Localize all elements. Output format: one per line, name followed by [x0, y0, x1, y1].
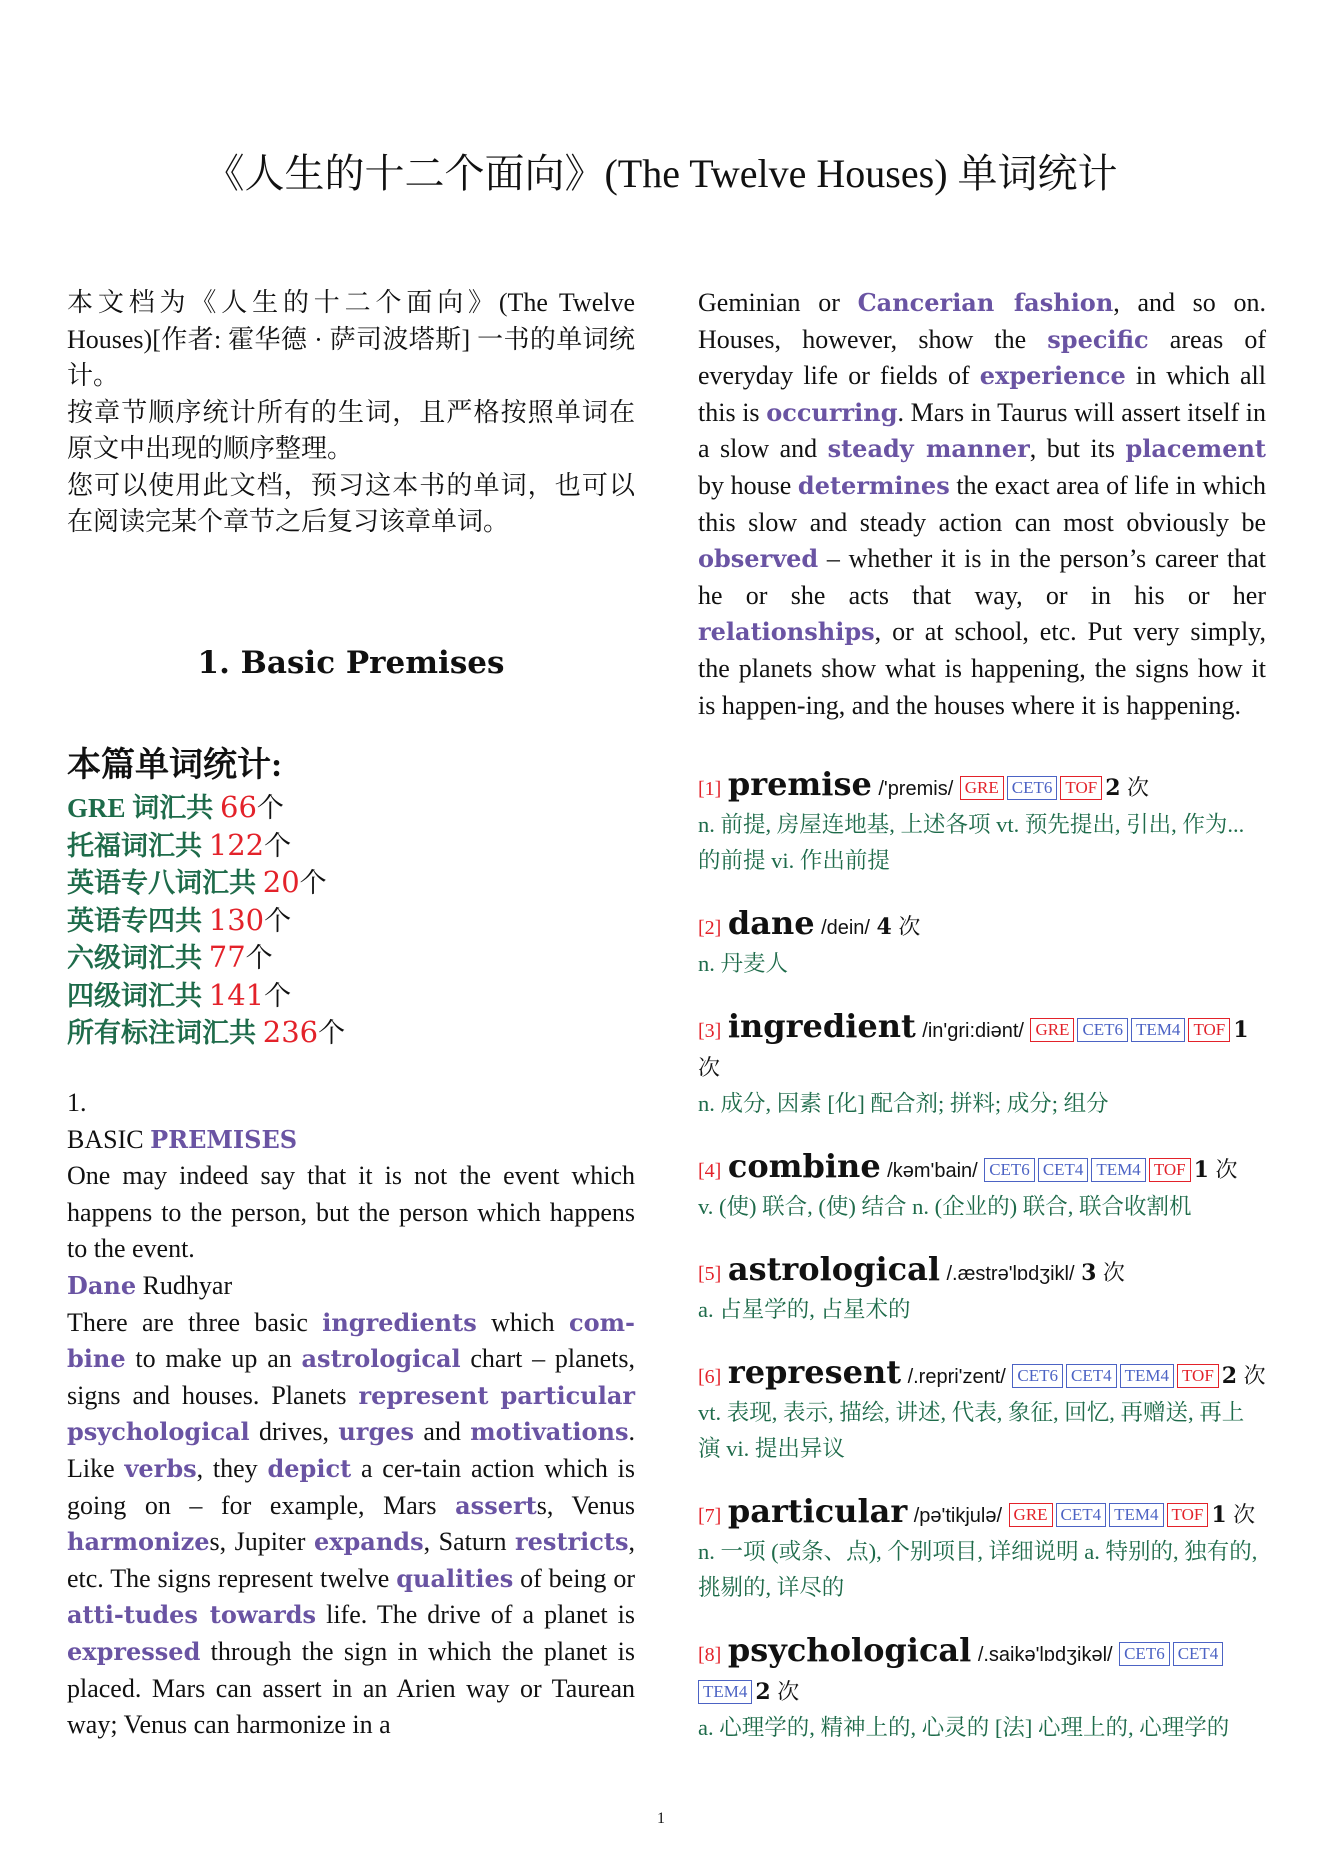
text-run: , or at school, etc. Put very simply, the planets show what is happening, the signs how it is happen-ing, and the houses where it is happening.: [698, 617, 1266, 720]
entry-word: premise: [727, 765, 872, 804]
stat-count: 66: [220, 790, 257, 824]
entry-definition: a. 心理学的, 精神上的, 心灵的 [法] 心理上的, 心理学的: [698, 1715, 1230, 1741]
entry-phonetic: /dein/: [821, 917, 870, 940]
keyword: Cancerian fashion: [857, 288, 1114, 317]
vocab-entry: [698, 1354, 1266, 1467]
keyword: assert: [455, 1490, 537, 1520]
keyword: steady manner: [827, 434, 1030, 464]
entry-definition: n. 一项 (或条、点), 个别项目, 详细说明 a. 特别的, 独有的, 挑剔的, 详尽的: [698, 1539, 1258, 1601]
entry-count: 4: [876, 914, 892, 941]
text-run: drives,: [249, 1417, 339, 1447]
stat-label: 托福词汇共: [67, 830, 209, 861]
text-run: Geminian or: [698, 288, 858, 317]
entry-word: psychological: [727, 1631, 972, 1670]
exam-tag: TOF: [1167, 1503, 1209, 1527]
keyword: observed: [698, 544, 819, 574]
exam-tag: CET4: [1056, 1503, 1107, 1527]
entry-index: [5]: [698, 1263, 722, 1286]
entry-times-label: 次: [1127, 775, 1150, 801]
body-paragraph: [698, 285, 1266, 724]
exam-tag: TOF: [1060, 776, 1102, 800]
entry-head: [698, 1632, 1266, 1710]
entry-definition: n. 成分, 因素 [化] 配合剂; 拼料; 成分; 组分: [698, 1091, 1109, 1117]
entry-phonetic: /'premis/: [878, 778, 954, 801]
entry-word: astrological: [727, 1250, 940, 1289]
text-run: which: [476, 1307, 570, 1337]
keyword: com-bine: [67, 1307, 635, 1374]
stat-row: [67, 1014, 635, 1052]
text-run: s, Jupiter: [209, 1527, 314, 1557]
stat-row: [67, 977, 635, 1015]
stat-count: 77: [208, 940, 246, 974]
text-run: , etc. The signs represent twelve: [67, 1527, 635, 1593]
exam-tag: CET6: [1119, 1642, 1170, 1666]
keyword: experience: [979, 361, 1126, 391]
stat-unit: 个: [318, 1018, 346, 1048]
entry-phonetic: /.saikə'lɒdʒikəl/: [977, 1644, 1113, 1667]
entry-phonetic: /kəm'bain/: [887, 1160, 978, 1183]
exam-tag: CET6: [984, 1158, 1035, 1182]
entry-count: 1: [1233, 1017, 1249, 1044]
exam-tag: GRE: [1030, 1018, 1074, 1042]
stat-label: GRE 词汇共: [67, 793, 221, 823]
intro-paragraph: 按章节顺序统计所有的生词，且严格按照单词在原文中出现的顺序整理。: [67, 397, 635, 463]
entry-count: 1: [1211, 1502, 1227, 1529]
stat-count: 20: [262, 865, 300, 899]
entry-times-label: 次: [1233, 1502, 1256, 1528]
keyword: particular psychological: [67, 1380, 636, 1447]
exam-tag: TEM4: [1131, 1018, 1185, 1042]
stat-count: 130: [208, 902, 265, 937]
entry-phonetic: /pə'tikjulə/: [913, 1505, 1003, 1528]
text-run: s, Venus: [536, 1490, 636, 1520]
stat-unit: 个: [264, 980, 292, 1011]
entry-times-label: 次: [1243, 1363, 1266, 1389]
left-column: [67, 285, 636, 1740]
exam-tag: GRE: [960, 776, 1004, 800]
entry-word: dane: [727, 904, 815, 943]
entry-phonetic: /.æstrə'lɒdʒikl/: [946, 1263, 1075, 1286]
stat-count: 141: [208, 977, 265, 1012]
vocab-entry: [698, 1008, 1266, 1122]
entry-head: [698, 766, 1266, 807]
text-run: life. The drive of a planet is: [316, 1600, 635, 1630]
exam-tag: TEM4: [1109, 1503, 1163, 1527]
entry-count: 2: [1105, 775, 1121, 802]
keyword: harmonize: [67, 1527, 210, 1557]
keyword: placement: [1125, 434, 1266, 464]
entry-index: [2]: [698, 917, 722, 940]
vocab-stats: [67, 745, 635, 1052]
chapter-heading: 1. Basic Premises: [197, 645, 505, 681]
keyword: PREMISES: [150, 1124, 298, 1154]
entry-head: [698, 1354, 1266, 1395]
stat-label: 英语专四共: [67, 905, 209, 936]
exam-tag: TEM4: [1091, 1158, 1145, 1182]
stat-label: 英语专八词汇共: [67, 868, 263, 898]
vocab-entry: [698, 1251, 1266, 1328]
document-title: 《人生的十二个面向》(The Twelve Houses) 单词统计: [204, 151, 1118, 196]
keyword: atti-tudes towards: [67, 1600, 317, 1630]
vocab-entries: [698, 766, 1266, 1746]
text-run: , Saturn: [423, 1527, 516, 1557]
exam-tag: CET4: [1066, 1364, 1117, 1388]
exam-tag: CET4: [1038, 1158, 1089, 1182]
entry-phonetic: /in'gri:diənt/: [922, 1020, 1024, 1043]
entry-times-label: 次: [1102, 1260, 1125, 1286]
text-run: and: [414, 1417, 471, 1447]
keyword: Dane: [67, 1270, 137, 1300]
entry-head: [698, 1493, 1266, 1534]
exam-tag: GRE: [1009, 1503, 1053, 1527]
entry-head: [698, 1148, 1266, 1189]
keyword: qualities: [396, 1563, 514, 1593]
entry-count: 2: [755, 1679, 771, 1706]
entry-index: [3]: [698, 1020, 722, 1043]
text-run: a cer-tain action which is going on – for example, Mars: [67, 1453, 636, 1520]
entry-word: represent: [727, 1353, 902, 1392]
text-run: by house: [698, 470, 798, 500]
keyword: occurring: [766, 397, 898, 427]
text-run: , they: [196, 1453, 268, 1483]
quote-author: [67, 1268, 635, 1305]
keyword: relationships: [698, 617, 875, 647]
entry-word: particular: [727, 1492, 908, 1531]
stat-row: [67, 827, 635, 865]
vocab-entry: [698, 905, 1266, 982]
text-run: There are three basic: [67, 1307, 323, 1337]
keyword: specific: [1047, 324, 1149, 354]
body-paragraph: [67, 1305, 635, 1744]
entry-word: ingredient: [727, 1007, 916, 1046]
exam-tag: CET4: [1173, 1642, 1224, 1666]
exam-tag: TOF: [1177, 1364, 1219, 1388]
entry-index: [1]: [698, 778, 722, 801]
intro-paragraph: 您可以使用此文档，预习这本书的单词，也可以在阅读完某个章节之后复习该章单词。: [67, 470, 635, 536]
entry-index: [7]: [698, 1505, 722, 1528]
text-run: the exact area of life in which this slow and steady action can most obviously be: [698, 470, 1266, 537]
quote: One may indeed say that it is not the event which happens to the person, but the person which happens to the event.: [67, 1161, 635, 1264]
chapter-number: 1.: [67, 1088, 87, 1117]
entry-definition: v. (使) 联合, (使) 结合 n. (企业的) 联合, 联合收割机: [698, 1194, 1192, 1220]
text-run: through the sign in which the planet is placed. Mars can assert in an Arien way or Taurean way; Venus can harmonize in a: [67, 1636, 635, 1740]
stat-label: 所有标注词汇共: [67, 1018, 263, 1048]
exam-tag: TOF: [1188, 1018, 1230, 1042]
entry-count: 3: [1081, 1260, 1097, 1287]
stat-count: 122: [208, 827, 265, 862]
stat-unit: 个: [245, 943, 273, 973]
stat-unit: 个: [299, 868, 327, 898]
text-run: of being or: [513, 1563, 635, 1593]
keyword: represent: [358, 1380, 489, 1410]
vocab-entry: [698, 766, 1266, 879]
text-run: , and so on. Houses, however, show the: [698, 288, 1266, 354]
right-column: [698, 285, 1266, 1772]
entry-times-label: 次: [1215, 1157, 1238, 1183]
stat-unit: 个: [256, 793, 284, 823]
text-run: – whether it is in the person’s career that he or she acts that way, or in his or her: [698, 544, 1266, 610]
keyword: restricts: [515, 1527, 629, 1557]
keyword: expands: [313, 1527, 424, 1557]
keyword: urges: [338, 1417, 414, 1447]
entry-times-label: 次: [898, 914, 921, 940]
intro: [67, 285, 635, 541]
text-run: , but its: [1029, 434, 1126, 464]
keyword: expressed: [67, 1636, 201, 1666]
exam-tag: CET6: [1007, 776, 1058, 800]
keyword: determines: [797, 470, 950, 500]
text-run: . Like: [67, 1417, 635, 1483]
stat-label: 六级词汇共: [67, 943, 209, 973]
exam-tag: CET6: [1012, 1364, 1063, 1388]
stat-row: [67, 902, 635, 940]
keyword: astrological: [301, 1344, 461, 1374]
text-run: . Mars in Taurus will assert itself in a slow and: [698, 397, 1266, 464]
entry-times-label: 次: [698, 1055, 721, 1081]
entry-head: [698, 905, 1266, 946]
page-number: 1: [657, 1810, 665, 1827]
stats-title: 本篇单词统计:: [67, 747, 283, 784]
entry-index: [4]: [698, 1160, 722, 1183]
stat-row: [67, 939, 635, 977]
exam-tag: TOF: [1149, 1158, 1191, 1182]
chapter-text-heading: [67, 1122, 635, 1159]
keyword: ingredients: [322, 1307, 477, 1337]
stat-unit: 个: [264, 830, 292, 861]
entry-word: combine: [727, 1147, 881, 1186]
stat-count: 236: [262, 1015, 319, 1049]
entry-definition: vt. 表现, 表示, 描绘, 讲述, 代表, 象征, 回忆, 再赠送, 再上演 vi. 提出异议: [698, 1400, 1245, 1462]
stat-label: 四级词汇共: [67, 980, 209, 1011]
text-run: [488, 1381, 500, 1410]
stat-unit: 个: [264, 905, 292, 936]
keyword: motivations: [470, 1417, 629, 1447]
entry-index: [8]: [698, 1644, 722, 1667]
vocab-entry: [698, 1632, 1266, 1746]
entry-times-label: 次: [777, 1679, 800, 1705]
intro-paragraph: 本文档为《人生的十二个面向》(The Twelve Houses)[作者: 霍华德 · 萨司波塔斯] 一书的单词统计。: [67, 288, 635, 390]
entry-phonetic: /.repri'zent/: [907, 1366, 1006, 1389]
text-run: in which all this is: [698, 361, 1266, 427]
exam-tag: TEM4: [1120, 1364, 1174, 1388]
keyword: depict: [267, 1453, 352, 1483]
keyword: verbs: [124, 1453, 197, 1483]
text-run: areas of everyday life or fields of: [698, 324, 1266, 391]
text-run: chart – planets, signs and houses. Planets: [67, 1344, 635, 1410]
vocab-entry: [698, 1493, 1266, 1606]
exam-tag: CET6: [1077, 1018, 1128, 1042]
chapter-text: [67, 1085, 635, 1744]
text-run: to make up an: [125, 1344, 302, 1374]
entry-count: 1: [1193, 1157, 1209, 1184]
stat-row: [67, 789, 635, 827]
entry-definition: a. 占星学的, 占星术的: [698, 1297, 911, 1323]
vocab-entry: [698, 1148, 1266, 1225]
stat-row: [67, 864, 635, 902]
entry-definition: n. 前提, 房屋连地基, 上述各项 vt. 预先提出, 引出, 作为... 的前提 vi. 作出前提: [698, 812, 1245, 874]
entry-head: [698, 1008, 1266, 1086]
exam-tag: TEM4: [698, 1680, 752, 1704]
entry-index: [6]: [698, 1366, 722, 1389]
entry-head: [698, 1251, 1266, 1292]
entry-definition: n. 丹麦人: [698, 951, 789, 977]
author-rest: Rudhyar: [136, 1270, 233, 1300]
heading-plain: BASIC: [67, 1124, 151, 1154]
entry-count: 2: [1221, 1363, 1238, 1390]
